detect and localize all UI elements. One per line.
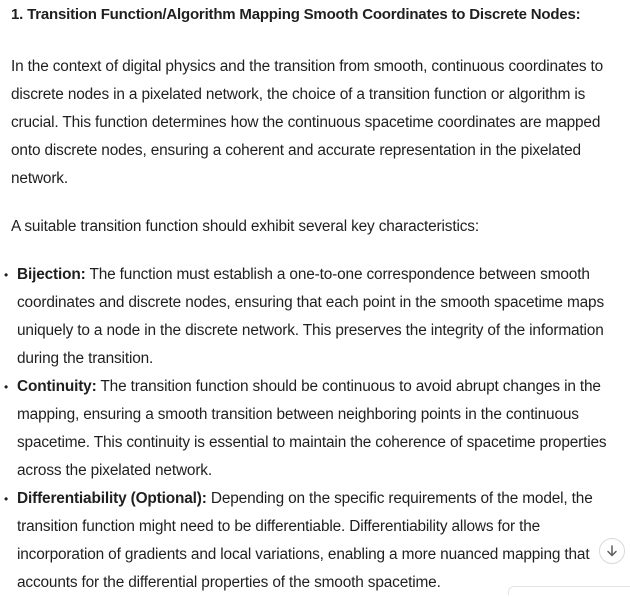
bullet-marker: • bbox=[4, 492, 9, 506]
list-item-term: Bijection: bbox=[17, 266, 86, 283]
list-item-text: The transition function should be continuous to avoid abrupt changes in the mapping, ensuring a smooth transition between neighboring points in the continuous spacetime. This continuity is essential to maintain the coherence of spacetime properties across the pixelated network. bbox=[17, 378, 607, 479]
list-item-bijection bbox=[0, 261, 627, 373]
list-item-text: The function must establish a one-to-one correspondence between smooth coordinates and discrete nodes, ensuring that each point in the smooth spacetime maps uniquely to a node in the discrete network. This preserves the integrity of the information during the transition. bbox=[17, 266, 604, 367]
section-heading: 1. Transition Function/Algorithm Mapping Smooth Coordinates to Discrete Nodes: bbox=[11, 6, 581, 23]
scroll-to-bottom-button[interactable] bbox=[599, 538, 625, 564]
list-item-continuity bbox=[0, 373, 627, 485]
bullet-marker: • bbox=[4, 380, 9, 394]
characteristics-paragraph: A suitable transition function should exhibit several key characteristics: bbox=[11, 218, 479, 235]
list-item-differentiability bbox=[0, 485, 627, 597]
list-item-term: Continuity: bbox=[17, 378, 97, 395]
arrow-down-icon bbox=[605, 544, 619, 558]
list-item-text: Depending on the specific requirements of the model, the transition function might need to be differentiable. Differentiability allows for the incorporation of gradients and local variations, enabling a more nuanced mapping that accounts for the differential properties of the smooth spacetime. bbox=[17, 490, 593, 591]
list-item-term: Differentiability (Optional): bbox=[17, 490, 207, 507]
bullet-marker: • bbox=[4, 268, 9, 282]
characteristics-list bbox=[0, 261, 627, 597]
message-content bbox=[4, 0, 627, 597]
intro-paragraph: In the context of digital physics and the transition from smooth, continuous coordinates to discrete nodes in a pixelated network, the choice of a transition function or algorithm is crucial. This function determines how the continuous spacetime coordinates are mapped onto discrete nodes, ensuring a coherent and accurate representation in the pixelated network. bbox=[11, 58, 604, 187]
